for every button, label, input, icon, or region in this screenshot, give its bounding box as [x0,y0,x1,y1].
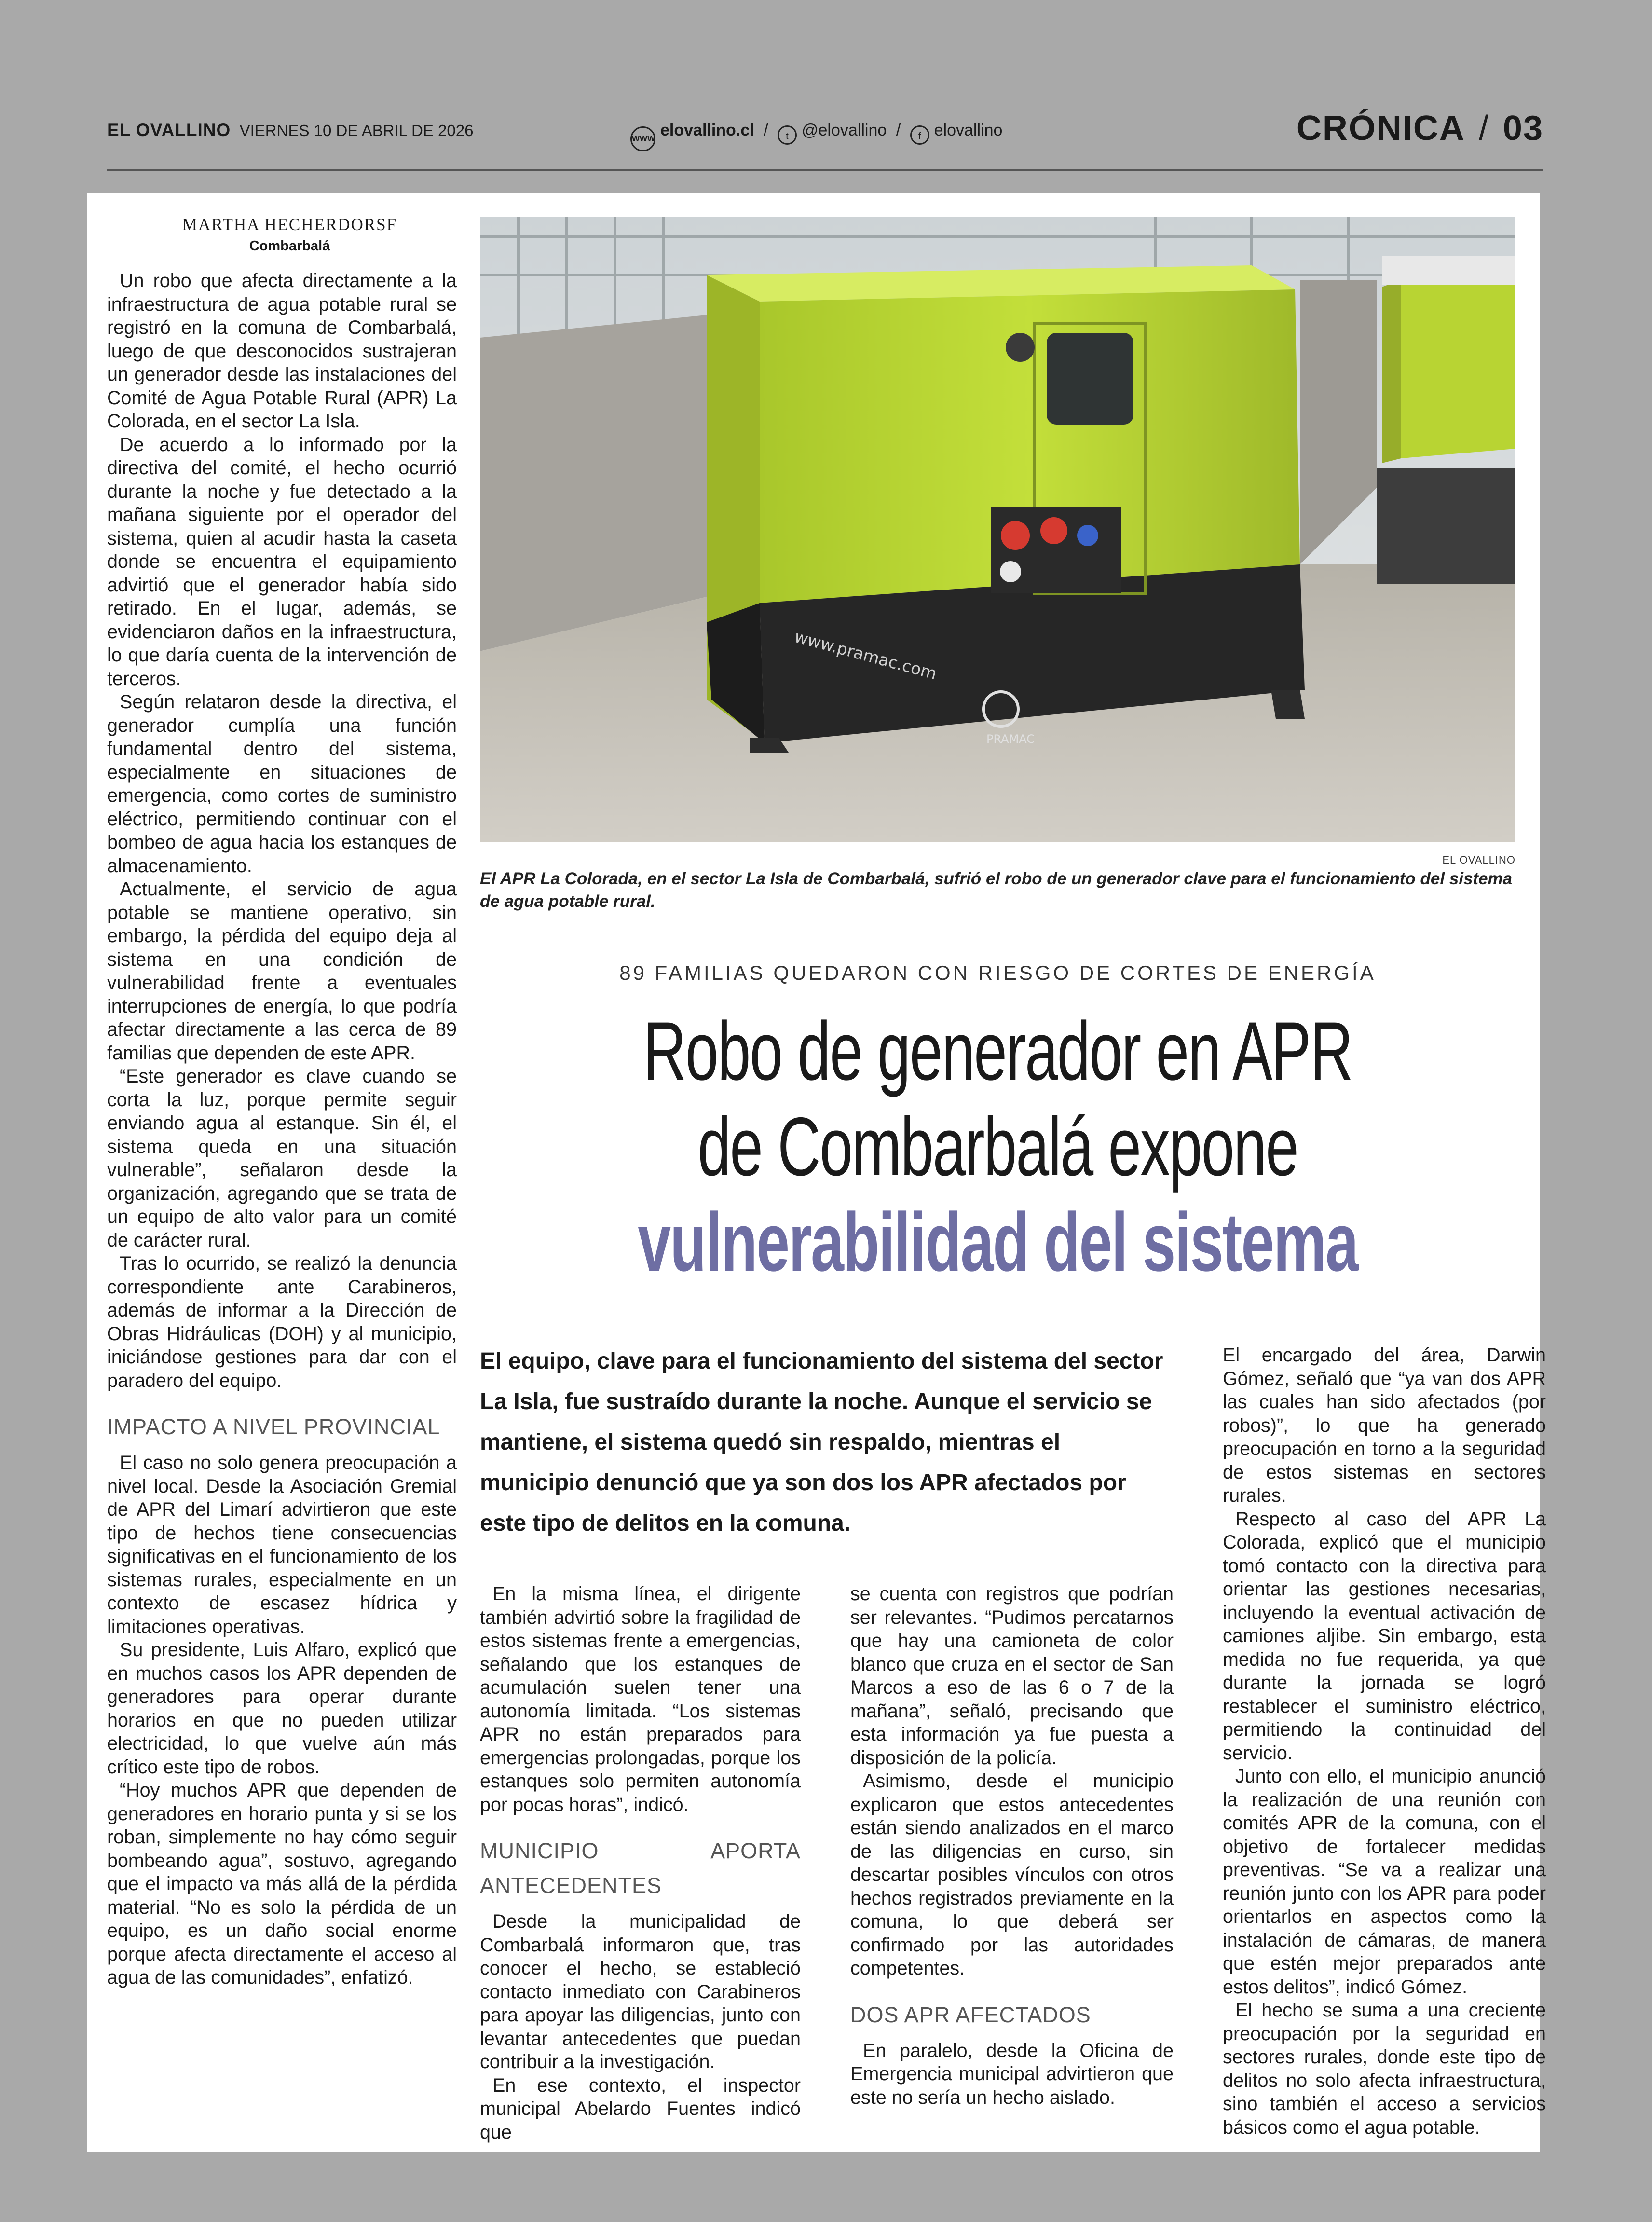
twitter-handle[interactable]: @elovallino [801,121,887,139]
paragraph: El caso no solo genera preocupación a nivel local. Desde la Asociación Gremial de APR del Limarí advirtieron que este tipo de hechos tiene consecuencias significativas en el funcionamiento de los sistemas rurales, especialmente en un contexto de escasez hídrica y limitaciones operativas. [107,1452,457,1637]
page-header [107,109,1543,171]
article-column-2 [480,1582,801,2144]
facebook-handle[interactable]: elovallino [934,121,1003,139]
generator-photo [480,217,1515,842]
page-number: 03 [1502,109,1543,148]
issue-date: VIERNES 10 DE ABRIL DE 2026 [239,122,474,139]
lead-paragraph: El equipo, clave para el funcionamiento del sistema del sector La Isla, fue sustraído durante la noche. Aunque el servicio se mantiene, el sistema quedó sin respaldo, mientras el municipio denunció que ya son dos los APR afectados por este tipo de delitos en la comuna. [480,1348,1163,1536]
paragraph: En la misma línea, el dirigente también advirtió sobre la fragilidad de estos sistemas frente a emergencias, señalando que los estanques de acumulación suelen tener una autonomía limitada. “Los sistemas APR no están preparados para emergencias prolongadas, porque los estanques solo permiten autonomía por pocas horas”, indicó. [480,1583,801,1815]
paragraph: De acuerdo a lo informado por la directiva del comité, el hecho ocurrió durante la noche y fue detectado a la mañana siguiente por el operador del sistema, quien al acudir hasta la caseta donde se encuentra el equipamiento advirtió que el generador había sido retirado. En el lugar, además, se evidenciaron daños en la infraestructura, lo que daría cuenta de la intervención de terceros. [107,434,457,689]
author-location: Combarbalá [249,238,330,254]
section-name: CRÓNICA [1296,109,1465,148]
article-column-1 [107,269,457,1989]
headline-line-3: vulnerabilidad del sistema [638,1196,1358,1289]
paragraph: En paralelo, desde la Oficina de Emergencia municipal advirtieron que este no sería un hecho aislado. [850,2040,1174,2108]
paragraph: “Este generador es clave cuando se corta la luz, porque permite seguir enviando agua al estanque. Sin él, el sistema queda en una situación vulnerable”, señalaron desde la organización, agregando que se trata de un equipo de alto valor para un comité de carácter rural. [107,1066,457,1251]
social-links: WWW elovallino.cl / t @elovallino / f elovallino [630,121,1002,151]
globe-icon: WWW [630,126,655,151]
twitter-icon: t [778,125,797,145]
paragraph: se cuenta con registros que podrían ser relevantes. “Pudimos percatarnos que hay una camioneta de color blanco que cruza en el sector de San Marcos a eso de las 6 o 7 de la mañana”, señaló, precisando que esta información ya fue puesta a disposición de la policía. [850,1583,1174,1769]
generator-illustration [480,217,1515,842]
paragraph: Un robo que afecta directamente a la infraestructura de agua potable rural se registró en la comuna de Combarbalá, luego de que desconocidos sustrajeran un generador desde las instalaciones del Comité de Agua Potable Rural (APR) La Colorada, en el sector La Isla. [107,270,457,432]
article-column-3 [850,1582,1174,2109]
paragraph: Actualmente, el servicio de agua potable se mantiene operativo, sin embargo, la pérdida del equipo deja al sistema en una condición de vulnerabilidad frente a eventuales interrupciones de energía, lo que podría afectar directamente a las cerca de 89 familias que dependen de este APR. [107,878,457,1064]
photo-caption: El APR La Colorada, en el sector La Isla de Combarbalá, sufrió el robo de un generador clave para el funcionamiento del sistema de agua potable rural. [480,869,1513,911]
subheading: IMPACTO A NIVEL PROVINCIAL [107,1414,440,1439]
article-column-4 [1223,1344,1546,2139]
article-page [87,193,1546,2152]
paragraph: Tras lo ocurrido, se realizó la denuncia correspondiente ante Carabineros, además de informar a la Dirección de Obras Hidráulicas (DOH) y al municipio, iniciándose gestiones para dar con el paradero del equipo. [107,1253,457,1391]
headline [480,1003,1515,1290]
paragraph: Según relataron desde la directiva, el generador cumplía una función fundamental dentro del sistema, especialmente en situaciones de emergencia, como cortes de suministro eléctrico, permitiendo continuar con el bombeo de agua hacia los estanques de almacenamiento. [107,691,457,877]
pramac-logo-text: PRAMAC [986,732,1035,746]
author-name: MARTHA HECHERDORSF [182,215,397,234]
section-label: CRÓNICA / 03 [1296,109,1543,148]
paragraph: Junto con ello, el municipio anunció la realización de una reunión con comités APR de la comuna, con el objetivo de fortalecer medidas preventivas. “Se va a realizar una reunión junto con los APR para poder orientarlos en aspectos como la instalación de cámaras, de manera que estén mejor preparados ante estos delitos”, indicó Gómez. [1223,1766,1546,1998]
kicker: 89 FAMILIAS QUEDARON CON RIESGO DE CORTES DE ENERGÍA [619,961,1376,984]
paragraph: Respecto al caso del APR La Colorada, explicó que el municipio tomó contacto con la directiva para orientar las gestiones necesarias, incluyendo la eventual activación de camiones aljibe. Sin embargo, esta medida no fue requerida, ya que durante la jornada se logró restablecer el suministro eléctrico, permitiendo la continuidad del servicio. [1223,1508,1546,1764]
subheading: DOS APR AFECTADOS [850,2002,1091,2027]
byline [110,215,469,254]
facebook-icon: f [910,125,929,145]
paragraph: Desde la municipalidad de Combarbalá informaron que, tras conocer el hecho, se estableció contacto inmediato con Carabineros para apoyar las diligencias, junto con levantar antecedentes que puedan contribuir a la investigación. [480,1911,801,2072]
paragraph: En ese contexto, el inspector municipal Abelardo Fuentes indicó que [480,2074,801,2143]
brand-name: EL OVALLINO [107,120,231,140]
headline-line-1: Robo de generador en APR [643,1005,1352,1097]
paragraph: El encargado del área, Darwin Gómez, señaló que “ya van dos APR las cuales han sido afectados (por robos)”, lo que ha generado preocupación en torno a la seguridad de estos sistemas en sectores rurales. [1223,1344,1546,1506]
paragraph: Su presidente, Luis Alfaro, explicó que en muchos casos los APR dependen de generadores para operar durante horarios en que no pueden utilizar electricidad, lo que vuelve aún más crítico este tipo de robos. [107,1639,457,1778]
headline-line-2: de Combarbalá expone [697,1100,1298,1193]
subheading: MUNICIPIO APORTA ANTECEDENTES [480,1838,801,1898]
masthead [107,120,473,140]
photo-credit: EL OVALLINO [1442,854,1515,866]
paragraph: “Hoy muchos APR que dependen de generadores en horario punta y si se los roban, simplemente no hay cómo seguir bombeando agua”, sostuvo, agregando que el impacto va más allá de la pérdida material. “No es solo la pérdida de un equipo, es un daño social enorme porque afecta directamente el acceso al agua de las comunidades”, enfatizó. [107,1780,457,1988]
pramac-web-text: www.pramac.com [792,627,939,684]
paragraph: El hecho se suma a una creciente preocupación por la seguridad en sectores rurales, donde este tipo de delitos no solo afecta infraestructura, sino también el acceso a servicios básicos como el agua potable. [1223,2000,1546,2138]
website-link[interactable]: elovallino.cl [660,121,754,139]
paragraph: Asimismo, desde el municipio explicaron que estos antecedentes están siendo analizados en el marco de las diligencias en curso, sin descartar posibles vínculos con otros hechos registrados previamente en la comuna, lo que deberá ser confirmado por las autoridades competentes. [850,1770,1174,1979]
